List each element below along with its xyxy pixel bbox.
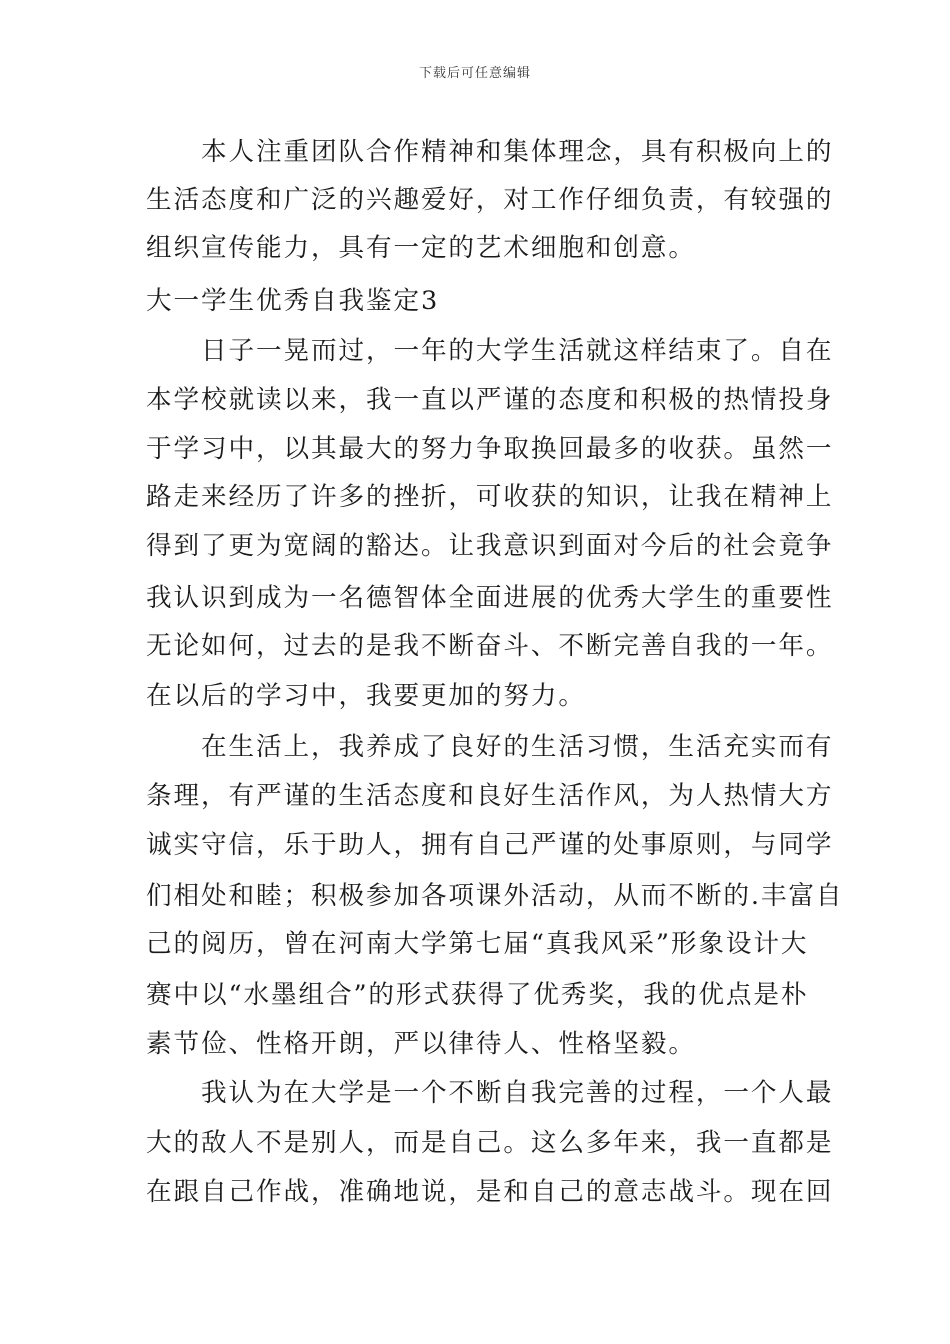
text-line: 生活态度和广泛的兴趣爱好，对工作仔细负责，有较强的	[146, 185, 834, 215]
text-line: 于学习中，以其最大的努力争取换回最多的收获。虽然一	[146, 434, 834, 464]
text-line: 我认识到成为一名德智体全面进展的优秀大学生的重要性	[146, 583, 834, 613]
text-line: 日子一晃而过，一年的大学生活就这样结束了。自在	[146, 336, 834, 366]
text-line: 己的阅历，曾在河南大学第七届“真我风采”形象设计大	[146, 929, 809, 959]
text-line: 组织宣传能力，具有一定的艺术细胞和创意。	[146, 233, 696, 263]
text-line: 路走来经历了许多的挫折，可收获的知识，让我在精神上	[146, 482, 834, 512]
text-line: 条理，有严谨的生活态度和良好生活作风，为人热情大方	[146, 781, 834, 811]
text-line: 大的敌人不是别人，而是自己。这么多年来，我一直都是	[146, 1128, 834, 1158]
text-line: 赛中以“水墨组合”的形式获得了优秀奖，我的优点是朴	[146, 980, 809, 1010]
text-line: 本人注重团队合作精神和集体理念，具有积极向上的	[146, 137, 834, 167]
text-line: 无论如何，过去的是我不断奋斗、不断完善自我的一年。	[146, 631, 834, 661]
text-line: 本学校就读以来，我一直以严谨的态度和积极的热情投身	[146, 385, 834, 415]
text-line: 我认为在大学是一个不断自我完善的过程，一个人最	[146, 1078, 834, 1108]
text-line: 在跟自己作战，准确地说，是和自己的意志战斗。现在回	[146, 1177, 834, 1207]
page-header: 下载后可任意编辑	[418, 66, 531, 81]
text-line: 们相处和睦；积极参加各项课外活动，从而不断的.丰富自	[146, 881, 844, 911]
text-line: 在生活上，我养成了良好的生活习惯，生活充实而有	[146, 732, 834, 762]
section-heading: 大一学生优秀自我鉴定3	[146, 286, 440, 316]
text-line: 素节俭、性格开朗，严以律待人、性格坚毅。	[146, 1029, 696, 1059]
text-line: 在以后的学习中，我要更加的努力。	[146, 681, 586, 711]
text-line: 诚实守信，乐于助人，拥有自己严谨的处事原则，与同学	[146, 830, 834, 860]
text-line: 得到了更为宽阔的豁达。让我意识到面对今后的社会竟争	[146, 531, 834, 561]
